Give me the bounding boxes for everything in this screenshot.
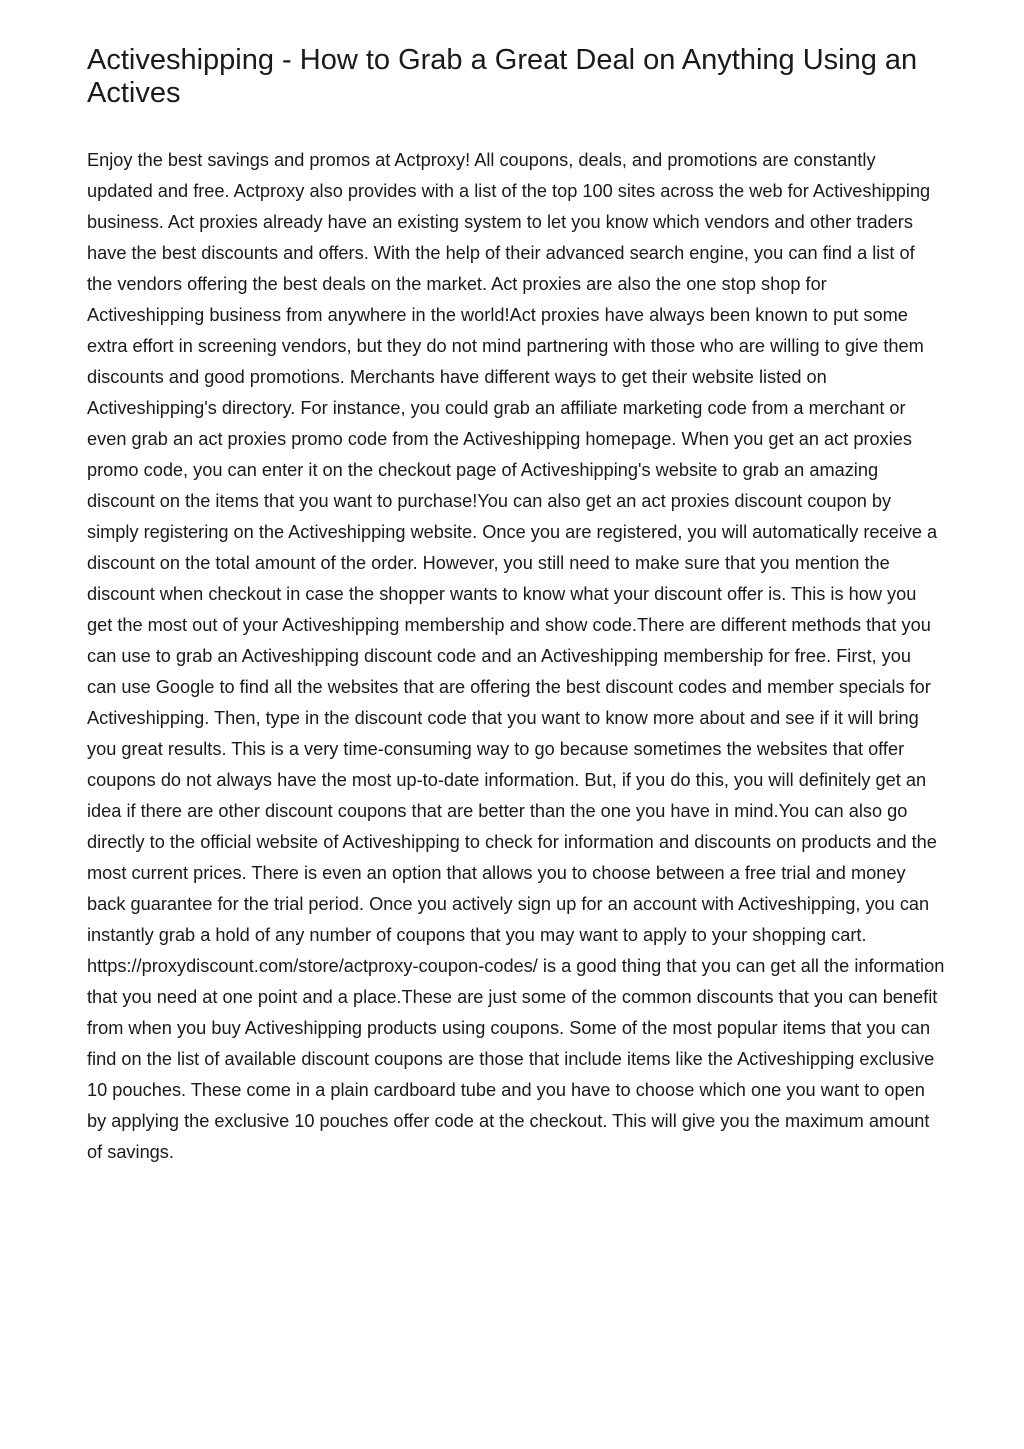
document-title: Activeshipping - How to Grab a Great Deal on Anything Using an Actives: [87, 44, 918, 109]
document-body: Enjoy the best savings and promos at Actproxy! All coupons, deals, and promotions are constantly updated and free. Actproxy also provides with a list of the top 100 sites across the web for Activeshipping business. Act proxies already have an existing system to let you know which vendors and other traders have the best discounts and offers. With the help of their advanced search engine, you can find a list of the vendors offering the best deals on the market. Act proxies are also the one stop shop for Activeshipping business from anywhere in the world!Act proxies have always been known to put some extra effort in screening vendors, but they do not mind partnering with those who are willing to give them discounts and good promotions. Merchants have different ways to get their website listed on Activeshipping's directory. For instance, you could grab an affiliate marketing code from a merchant or even grab an act proxies promo code from the Activeshipping homepage. When you get an act proxies promo code, you can enter it on the checkout page of Activeshipping's website to grab an amazing discount on the items that you want to purchase!You can also get an act proxies discount coupon by simply registering on the Activeshipping website. Once you are registered, you will automatically receive a discount on the total amount of the order. However, you still need to make sure that you mention the discount when checkout in case the shopper wants to know what your discount offer is. This is how you get the most out of your Activeshipping membership and show code.There are different methods that you can use to grab an Activeshipping discount code and an Activeshipping membership for free. First, you can use Google to find all the websites that are offering the best discount codes and member specials for Activeshipping. Then, type in the discount code that you want to know more about and see if it will bring you great results. This is a very time-consuming way to go because sometimes the websites that offer coupons do not always have the most up-to-date information. But, if you do this, you will definitely get an idea if there are other discount coupons that are better than the one you have in mind.You can also go directly to the official website of Activeshipping to check for information and discounts on products and the most current prices. There is even an option that allows you to choose between a free trial and money back guarantee for the trial period. Once you actively sign up for an account with Activeshipping, you can instantly grab a hold of any number of coupons that you may want to apply to your shopping cart. https://proxydiscount.com/store/actproxy-coupon-codes/ is a good thing that you can get all the information that you need at one point and a place.These are just some of the common discounts that you can benefit from when you buy Activeshipping products using coupons. Some of the most popular items that you can find on the list of available discount coupons are those that include items like the Activeshipping exclusive 10 pouches. These come in a plain cardboard tube and you have to choose which one you want to open by applying the exclusive 10 pouches offer code at the checkout. This will give you the maximum amount of savings.: [87, 150, 945, 1162]
document-page: [87, 44, 945, 1168]
